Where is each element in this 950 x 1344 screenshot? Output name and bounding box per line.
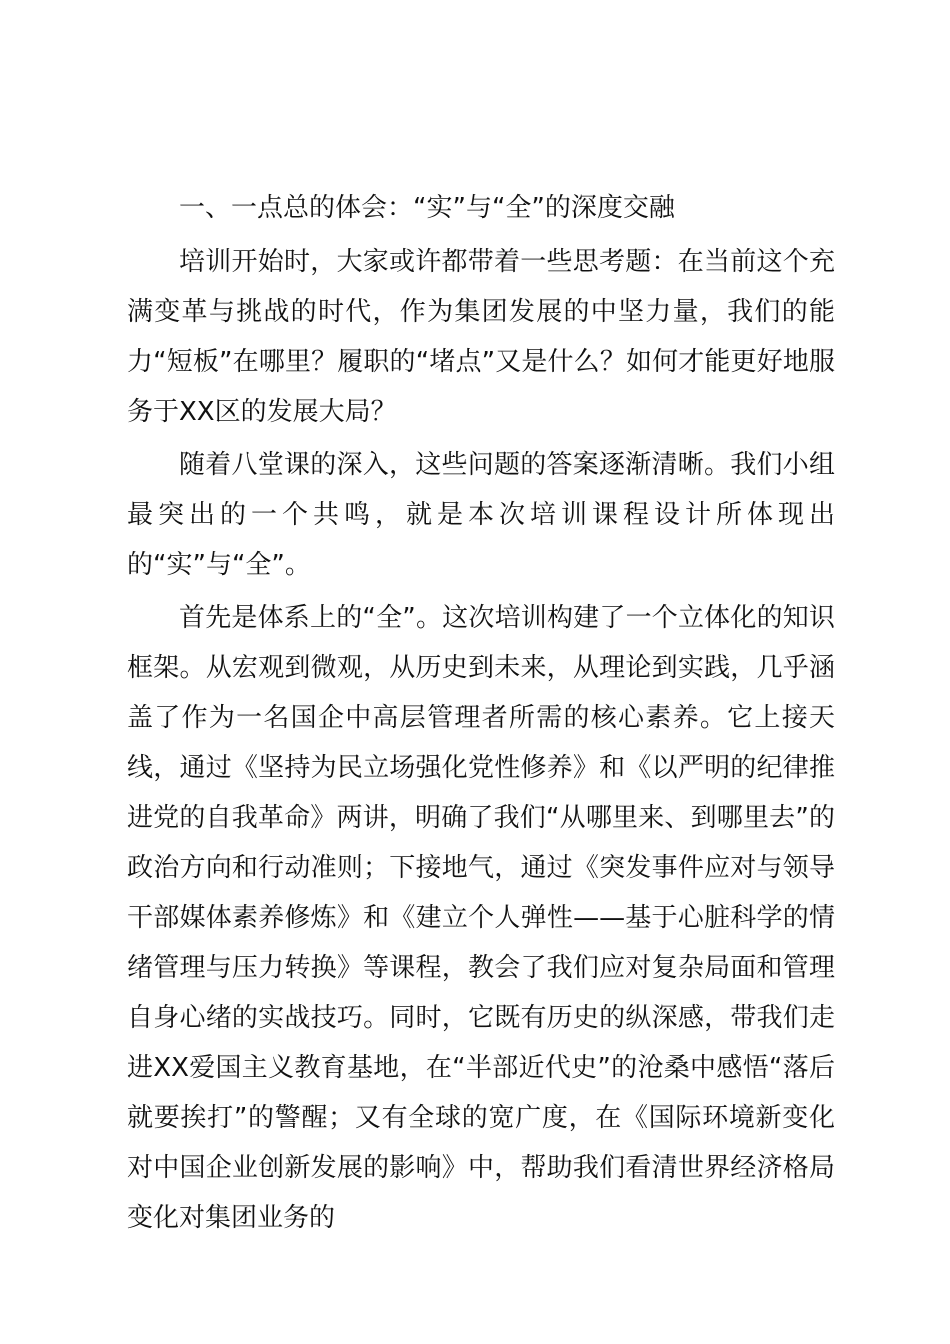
paragraph-1: 培训开始时，大家或许都带着一些思考题：在当前这个充满变革与挑战的时代，作为集团发展的中坚力量，我们的能力“短板”在哪里？履职的“堵点”又是什么？如何才能更好地服务于XX区的发展大局？ xyxy=(127,247,835,427)
paragraph-3: 首先是体系上的“全”。这次培训构建了一个立体化的知识框架。从宏观到微观，从历史到未来，从理论到实践，几乎涵盖了作为一名国企中高层管理者所需的核心素养。它上接天线，通过《坚持为民立场强化党性修养》和《以严明的纪律推进党的自我革命》两讲，明确了我们“从哪里来、到哪里去”的政治方向和行动准则；下接地气，通过《突发事件应对与领导干部媒体素养修炼》和《建立个人弹性——基于心脏科学的情绪管理与压力转换》等课程，教会了我们应对复杂局面和管理自身心绪的实战技巧。同时，它既有历史的纵深感，带我们走进XX爱国主义教育基地，在“半部近代史”的沧桑中感悟“落后就要挨打”的警醒；又有全球的宽广度，在《国际环境新变化对中国企业创新发展的影响》中，帮助我们看清世界经济格局变化对集团业务的 xyxy=(127,603,835,1233)
paragraph-2: 随着八堂课的深入，这些问题的答案逐渐清晰。我们小组最突出的一个共鸣，就是本次培训课程设计所体现出的“实”与“全”。 xyxy=(127,450,835,580)
section-heading: 一、一点总的体会：“实”与“全”的深度交融 xyxy=(179,193,675,223)
document-body xyxy=(127,183,835,1246)
